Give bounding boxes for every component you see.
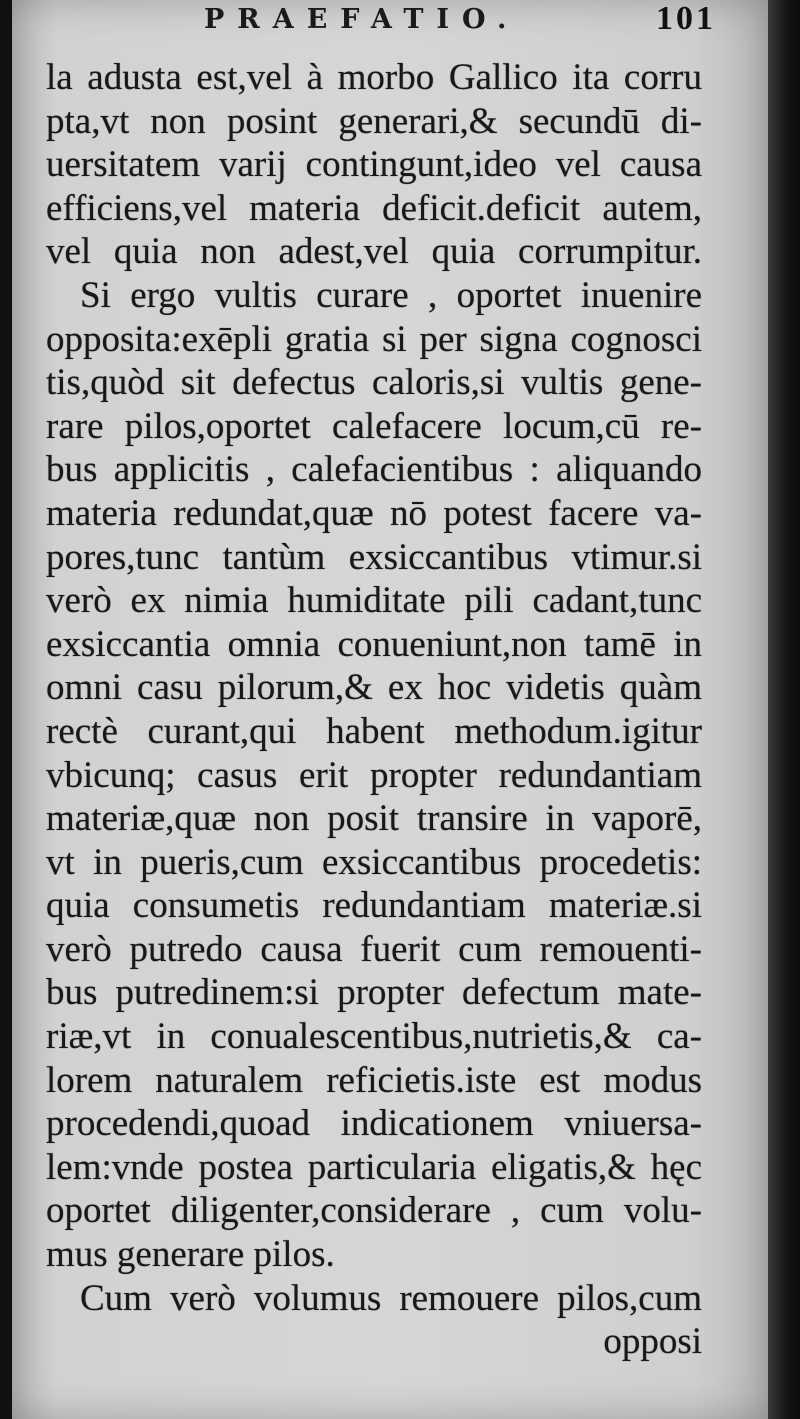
scan-edge-shadow — [768, 0, 800, 1419]
text-line: materia redundat,quæ nō potest facere va- — [46, 492, 702, 534]
paragraph — [46, 1277, 702, 1321]
text-line: bus putredinem:si propter defectum mate- — [46, 972, 702, 1014]
text-line: efficiens,vel materia deficit.deficit autem, — [46, 187, 702, 229]
text-line: verò putredo causa fuerit cum remouenti- — [46, 928, 702, 970]
text-line: riæ,vt in conualescentibus,nutrietis,& ca- — [46, 1016, 702, 1058]
body-text — [46, 56, 702, 1364]
paragraph — [46, 56, 702, 274]
text-line: exsiccantia omnia conueniunt,non tamē in — [46, 623, 702, 665]
text-line: tis,quòd sit defectus caloris,si vultis gene- — [46, 362, 702, 404]
text-line: quia consumetis redundantiam materiæ.si — [46, 885, 702, 927]
text-line: vel quia non adest,vel quia corrumpitur. — [46, 231, 702, 273]
text-line: omni casu pilorum,& ex hoc videtis quàm — [46, 667, 702, 709]
text-line: verò ex nimia humiditate pili cadant,tunc — [46, 580, 702, 622]
text-line: rare pilos,oportet calefacere locum,cū re- — [46, 405, 702, 447]
text-line: procedendi,quoad indicationem vniuersa- — [46, 1103, 702, 1145]
text-line: Cum verò volumus remouere pilos,cum — [80, 1277, 702, 1319]
text-line: pta,vt non posint generari,& secundū di- — [46, 100, 702, 142]
text-line: materiæ,quæ non posit transire in vaporē, — [46, 798, 702, 840]
running-head: PRAEFATIO. — [204, 4, 520, 35]
text-line: uersitatem varij contingunt,ideo vel causa — [46, 144, 702, 186]
text-line: bus applicitis , calefacientibus : aliquando — [46, 449, 702, 491]
text-line: mus generare pilos. — [46, 1234, 335, 1276]
paragraph — [46, 274, 702, 1277]
catchword: opposi — [603, 1321, 702, 1363]
text-line: rectè curant,qui habent methodum.igitur — [46, 710, 702, 752]
text-line: lorem naturalem reficietis.iste est modus — [46, 1059, 702, 1101]
text-line: la adusta est,vel à morbo Gallico ita corru — [46, 57, 702, 98]
text-line: vt in pueris,cum exsiccantibus procedetis: — [46, 841, 702, 883]
text-line: vbicunq; casus erit propter redundantiam — [46, 754, 702, 796]
text-line: oportet diligenter,considerare , cum volu- — [46, 1190, 702, 1232]
text-line: opposita:exēpli gratia si per signa cognosci — [46, 318, 702, 360]
text-line: pores,tunc tantùm exsiccantibus vtimur.si — [46, 536, 702, 578]
page-number: 101 — [656, 0, 716, 37]
text-line: Si ergo vultis curare , oportet inuenire — [80, 274, 702, 316]
text-line: lem:vnde postea particularia eligatis,& hęc — [46, 1146, 702, 1188]
page-header — [12, 0, 768, 48]
book-page — [12, 0, 768, 1419]
